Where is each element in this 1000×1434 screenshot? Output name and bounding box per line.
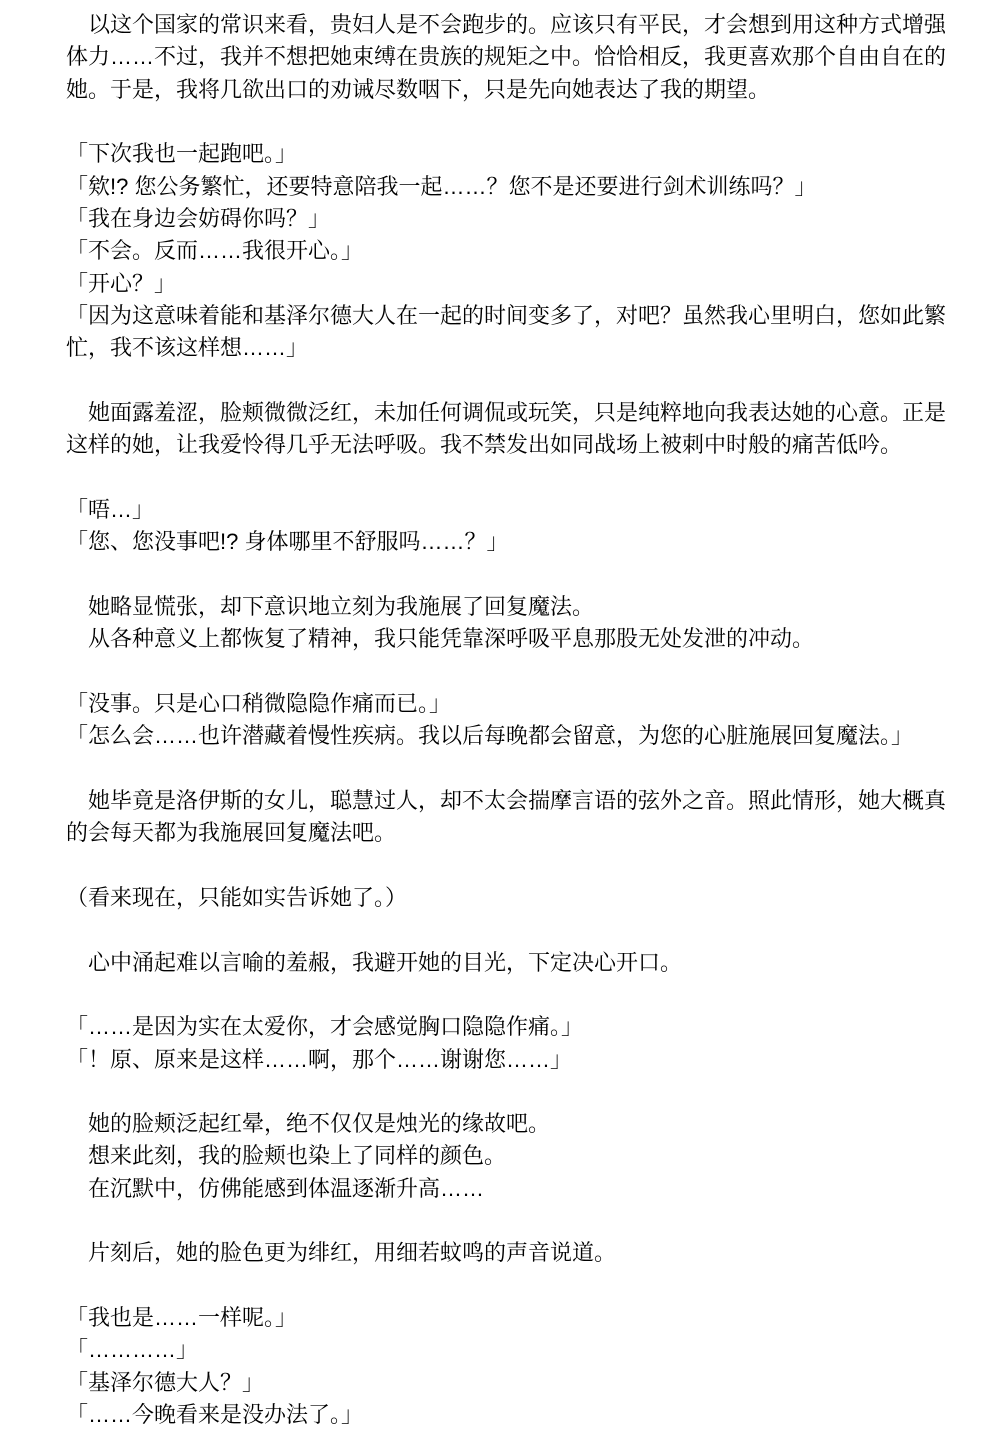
- text-line: 「…………」: [66, 1337, 199, 1363]
- text-line: 以这个国家的常识来看，贵妇人是不会跑步的。应该只有平民，才会想到用这种方式增强: [66, 12, 947, 37]
- text-line: 「开心？」: [66, 270, 177, 296]
- text-line: （看来现在，只能如实告诉她了。）: [66, 884, 408, 910]
- dialogue-block: [66, 1011, 950, 1076]
- text-line: 「因为这意味着能和基泽尔德大人在一起的时间变多了，对吧？虽然我心里明白，您如此繁: [66, 302, 947, 328]
- narration-block: [66, 1108, 950, 1205]
- dialogue-block: [66, 688, 950, 753]
- text-line: 她略显慌张，却下意识地立刻为我施展了回复魔法。: [66, 593, 595, 619]
- dialogue-block: [66, 1302, 950, 1431]
- text-line: 的会每天都为我施展回复魔法吧。: [66, 820, 397, 846]
- text-line: 这样的她，让我爱怜得几乎无法呼吸。我不禁发出如同战场上被刺中时般的痛苦低吟。: [66, 432, 903, 458]
- text-line: 从各种意义上都恢复了精神，我只能凭靠深呼吸平息那股无处发泄的冲动。: [66, 626, 815, 652]
- narration-block: [66, 9, 950, 106]
- text-line: 「……今晚看来是没办法了。」: [66, 1402, 364, 1428]
- text-line: 「……是因为实在太爱你，才会感觉胸口隐隐作痛。」: [66, 1014, 584, 1040]
- text-line: 体力……不过，我并不想把她束缚在贵族的规矩之中。恰恰相反，我更喜欢那个自由自在的: [66, 44, 947, 70]
- dialogue-block: [66, 494, 950, 559]
- text-line: 「您、您没事吧!? 身体哪里不舒服吗……？」: [66, 529, 509, 555]
- text-line: 忙，我不该这样想……」: [66, 335, 309, 361]
- text-line: 想来此刻，我的脸颊也染上了同样的颜色。: [66, 1143, 507, 1169]
- text-line: 「！原、原来是这样……啊，那个……谢谢您……」: [66, 1046, 573, 1072]
- text-line: 在沉默中，仿佛能感到体温逐渐升高……: [66, 1175, 485, 1201]
- text-line: 她的脸颊泛起红晕，绝不仅仅是烛光的缘故吧。: [66, 1111, 551, 1137]
- text-line: 「基泽尔德大人？」: [66, 1369, 265, 1395]
- text-line: 「怎么会……也许潜藏着慢性疾病。我以后每晚都会留意，为您的心脏施展回复魔法。」: [66, 723, 914, 749]
- text-line: 「我也是……一样呢。」: [66, 1305, 298, 1331]
- text-line: 她毕竟是洛伊斯的女儿，聪慧过人，却不太会揣摩言语的弦外之音。照此情形，她大概真: [66, 787, 947, 813]
- text-line: 「不会。反而……我很开心。」: [66, 238, 364, 264]
- thought-block: [66, 882, 950, 914]
- text-line: 她。于是，我将几欲出口的劝诫尽数咽下，只是先向她表达了我的期望。: [66, 76, 771, 102]
- text-line: 心中涌起难以言喻的羞赧，我避开她的目光，下定决心开口。: [66, 949, 683, 975]
- text-line: 「唔…」: [66, 496, 155, 522]
- dialogue-block: [66, 138, 950, 364]
- text-line: 片刻后，她的脸色更为绯红，用细若蚊鸣的声音说道。: [66, 1240, 617, 1266]
- text-line: 「下次我也一起跑吧。」: [66, 141, 298, 167]
- text-line: 她面露羞涩，脸颊微微泛红，未加任何调侃或玩笑，只是纯粹地向我表达她的心意。正是: [66, 399, 947, 425]
- text-line: 「欸!? 您公务繁忙，还要特意陪我一起……？您不是还要进行剑术训练吗？」: [66, 173, 817, 199]
- text-line: 「我在身边会妨碍你吗？」: [66, 205, 331, 231]
- text-line: 「没事。只是心口稍微隐隐作痛而已。」: [66, 690, 452, 716]
- narration-block: [66, 591, 950, 656]
- narration-block: [66, 1237, 950, 1269]
- narration-block: [66, 397, 950, 462]
- narration-block: [66, 947, 950, 979]
- narration-block: [66, 785, 950, 850]
